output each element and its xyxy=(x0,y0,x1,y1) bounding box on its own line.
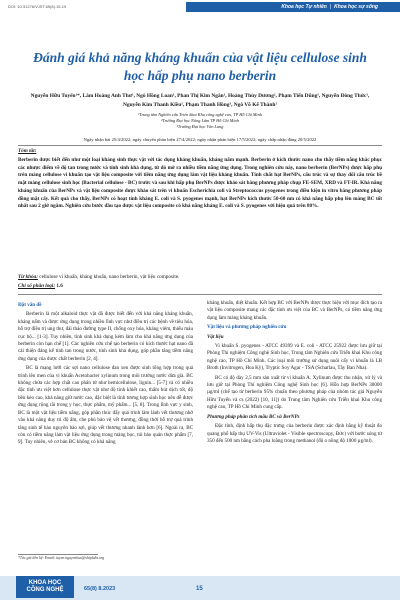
subsection-label: Khoa học sự sống xyxy=(334,4,378,10)
left-column xyxy=(18,300,193,449)
section-label: Khoa học Tự nhiên xyxy=(281,4,327,10)
subject-value: 1.6 xyxy=(56,283,63,289)
intro-continuation: kháng khuẩn, diệt khuẩn. Kết hợp BC với BerNPs được thực hiện với mục đích tạo ra vật liệu composite mang các đặc tính ưu việt của BC và BerNPs, có tiềm năng ứng dụng làm màng kháng khuẩn. xyxy=(207,300,382,321)
analysis-heading: Phương pháp phân tích mẫu BC và BerNPs xyxy=(207,413,300,420)
issue-number: 65(8) 8.2023 xyxy=(84,586,116,592)
logo-line-2: CÔNG NGHỆ xyxy=(26,587,64,593)
subject-classification xyxy=(18,283,63,289)
materials-paragraph-2: BC có độ dày 2,5 mm sản xuất từ vi khuẩn A. Xylinum được thu nhận, xử lý và lưu giữ tại Phòng Thí nghiệm Công nghệ Sinh học [6]. Hỗn hợp BerNPs 30000 µg/ml (chế tạo từ berberin 95% chuẩn theo phương pháp của nhóm tác giả Nguyễn Hữu Tuyển và cs (2022) [10, 11]) do Trung tâm Nghiên cứu Triển khai Khu công nghệ cao, TP Hồ Chí Minh cung cấp. xyxy=(207,374,382,411)
doi: DOI: 10.31276/VJST.65(8).15-19 xyxy=(8,4,67,9)
abstract-heading: Tóm tắt: xyxy=(18,148,37,154)
materials-paragraph-1: Vi khuẩn S. pyogenes - ATCC 49399 và E. coli - ATCC 25922 được lưu giữ tại Phòng Thí nghiệm Công nghệ Sinh học, Trung tâm Nghiên cứu Triển khai Khu công nghệ cao, TP Hồ Chí Minh. Các loại môi trường sử dụng nuôi cấy vi khuẩn là LB Broth (Invitrogen, Hoa Kỳ), Tryptic Soy Agar - TSA (Scharlau, Tây Ban Nha). xyxy=(207,343,382,372)
materials-heading: Vật liệu xyxy=(207,333,224,340)
intro-paragraph-2: BC là mạng lưới các sợi nano cellulose đan xen được sinh tổng hợp trong quá trình lên men của vi khuẩn Acetobacter xylinum trong môi trường nước dừa già. BC không chứa các hợp chất cao phân tử như hemicellulose, lignin... [5-7] và có nhiều đặc tính ưu việt hơn cellulose thực vật như độ tinh khiết cao, thấm hút dịch tốt, độ bền kéo cao, khả năng giữ nước cao, đặc biệt là tính tương hợp sinh học nên dễ được ứng dụng rộng rãi trong y học, thực phẩm, mỹ phẩm... [5, 8]. Trong lĩnh vực y sinh, BC là một vật liệu tiềm năng, góp phần thúc đẩy quá trình làm lành vết thương nhờ vào khả năng duy trì độ ẩm, che phủ bảo vệ vết thương, đồng thời hỗ trợ quá trình tăng sinh tế bào nguyên bào sợi, giúp vết thương nhanh lành hơn [6]. Ngoài ra, BC còn có tiềm năng làm vật liệu ứng dụng trong màng bọc, túi bảo quản thực phẩm [7, 9]. Tuy nhiên, vẻ cơ bản BC không có khả năng xyxy=(18,365,193,446)
page-number: 15 xyxy=(196,586,203,592)
analysis-paragraph: Đặc tính, định hấp thụ đặc trưng của berberin được xác định bằng kỹ thuật đo quang phổ hấp thụ UV-Vis (Ultraviolet - Visible spectroscopy, Đức) với bước sóng từ 350 đến 500 nm bằng cách pha loãng trong methanol (độ o nồng độ 1000 µg/ml). xyxy=(207,423,382,444)
affiliation-1: ¹Trung tâm Nghiên cứu Triển khai Khu công nghệ cao, TP Hồ Chí Minh xyxy=(138,112,262,117)
methods-heading: Vật liệu và phương pháp nghiên cứu xyxy=(207,324,287,331)
footnote-rule xyxy=(18,554,98,555)
abstract-text: Berberin được biết đến như một loại kháng sinh thực vật với tác dụng kháng khuẩn, kháng nấm mạnh. Berberin ở kích thước nano cho thấy tiềm năng khắc phục các nhược điểm về độ tan trong nước và tính sinh khả dụng, từ đó mở ra nhiều tiềm năng ứng dụng. Trong nghiên cứu này, nano berberin (BerNPs) được hấp phụ trên màng cellulose vi khuẩn tạo vật liệu composite với tiềm năng ứng dụng làm vật liệu kháng khuẩn. Tính chất hạt BerNPs, cấu trúc và sự thay đổi cấu trúc bề mặt màng cellulose sinh học (Bacterial cellulose - BC) trước và sau khi hấp phụ BerNPs được khảo sát bằng phương pháp chụp FE-SEM, XRD và FT-IR. Khả năng kháng khuẩn của BerNPs và vật liệu composite được khảo sát trên vi khuẩn Escherichia coli và Streptococcus pyogenes trong điều kiện in vitro bằng phương pháp đồng mặt cấy. Kết quả cho thấy, BerNPs có hoạt tính kháng E. coli và S. pyogenes mạnh, hạt BerNPs kích thước 50-60 nm có khả năng hấp phụ lên màng BC tốt nhất sau 2 giờ ngâm. Nghiên cứu bước đầu tạo được vật liệu composite có khả năng kháng E. coli và S. pyogenes với hiệu quả trên 80%. xyxy=(18,157,382,210)
intro-heading: Đặt vấn đề xyxy=(18,302,42,308)
affiliation-2: ²Trường Đại học Nông Lâm TP Hồ Chí Minh xyxy=(161,118,239,123)
footnote: *Tác giả liên hệ: Email: tuyen.nguyenhuu@shtplabs.org xyxy=(18,556,105,560)
section-separator: | xyxy=(329,4,332,10)
right-column xyxy=(207,300,382,447)
divider-bottom xyxy=(18,294,382,295)
intro-paragraph-1: Berberin là một alkaloid thực vật đã được biết đến với khả năng kháng khuẩn, kháng nấm và được ứng dụng trong nhiều lĩnh vực như điều trị các bệnh về tiêu hóa, hỗ trợ điều trị ung thư, đái tháo đường type II, chống oxy hóa, kháng viêm, thiếu máu cục bộ... [1-3]. Tuy nhiên, tính sinh khả dụng kém làm cho khả năng ứng dụng của berberin còn hạn chế [1]. Các nghiên cứu chế tạo berberin có kích thước hạt nano đã cải thiện đáng kể tính tan trong nước, tính sinh khả dụng, góp phần tăng tiềm năng ứng dụng của dược chất berberin [2, 4]. xyxy=(18,311,193,362)
affiliation-3: ³Trường Đại học Văn Lang xyxy=(176,124,224,129)
subject-label: Chỉ số phân loại: xyxy=(18,283,56,289)
section-band xyxy=(186,2,400,12)
affiliations xyxy=(30,112,370,130)
keywords-value: cellulose vi khuẩn, kháng khuẩn, nano berberin, vật liệu composite. xyxy=(39,274,180,280)
submission-dates: Ngày nhận bài 25/4/2022; ngày chuyển phản biện 27/4/2022; ngày nhận phản biện 17/5/2022; ngày chấp nhận đăng 20/5/2022 xyxy=(83,137,317,142)
keywords xyxy=(18,274,382,280)
journal-logo xyxy=(16,576,74,598)
keywords-label: Từ khóa: xyxy=(18,274,38,280)
logo-line-1: KHOA HỌC xyxy=(28,580,62,586)
divider-top xyxy=(18,145,382,146)
author-list: Nguyễn Hữu Tuyển¹*, Lâm Hoàng Anh Thư¹, Ngô Hồng Loan¹, Phan Thị Kim Ngân¹, Hoàng Thùy Dương², Phạm Tiến Dũng¹, Nguyễn Đông Thức¹, Nguyễn Kim Thanh Kiều¹, Phạm Thanh Hồng³, Ngô Võ Kế Thành¹ xyxy=(30,93,370,108)
article-title: Đánh giá khả năng kháng khuẩn của vật liệu cellulose sinh học hấp phụ nano berberin xyxy=(33,50,367,83)
